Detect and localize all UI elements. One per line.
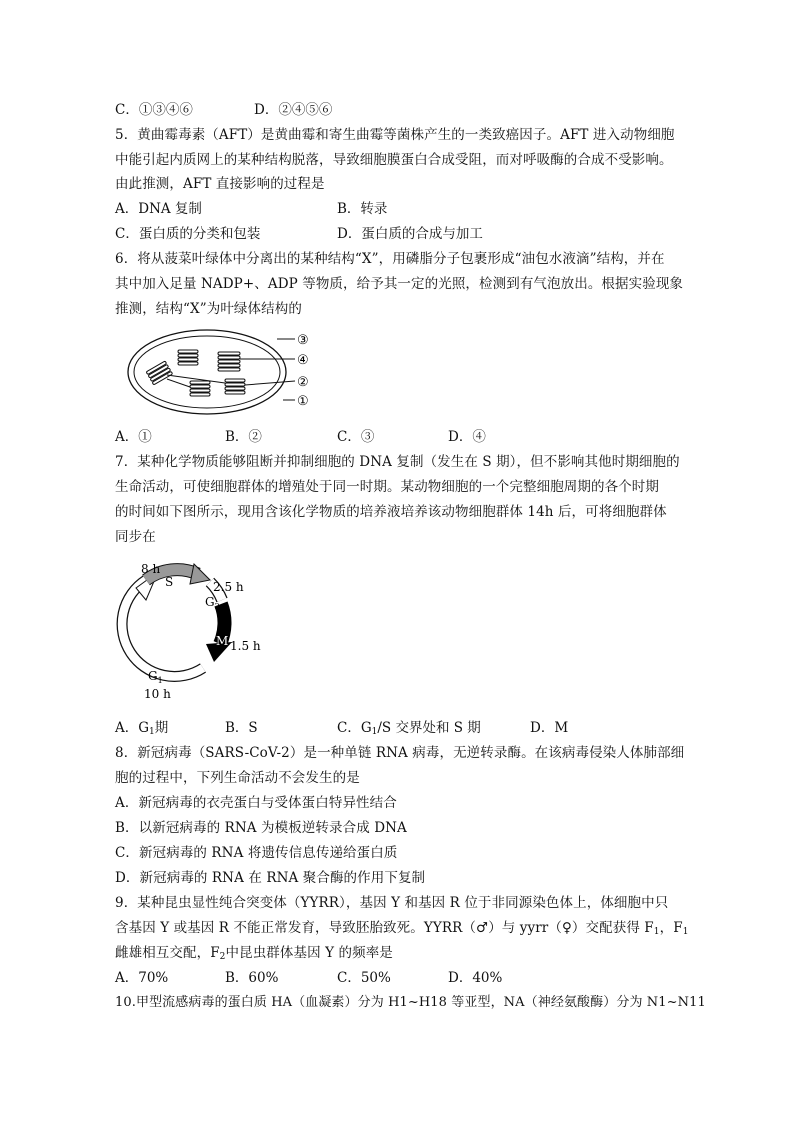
- label-3: ③: [297, 333, 309, 348]
- chloroplast-diagram: [125, 325, 330, 425]
- q5-stem-line-2: 中能引起内质网上的某种结构脱落，导致细胞膜蛋白合成受阻，而对呼吸酶的合成不受影响。: [115, 152, 673, 168]
- g1-time-label: 10 h: [144, 687, 171, 701]
- q9-option-d: D．40%: [448, 970, 503, 986]
- q8-option-b: B．以新冠病毒的 RNA 为模板逆转录合成 DNA: [115, 820, 407, 836]
- m-phase-label: M: [216, 634, 229, 648]
- q9-option-a: A．70%: [115, 970, 169, 986]
- q6-option-d: D．④: [448, 429, 486, 445]
- q5-stem-line-1: 5．黄曲霉毒素（AFT）是黄曲霉和寄生曲霉等菌株产生的一类致癌因子。AFT 进入动物细胞: [115, 127, 675, 143]
- s-phase-label: S: [165, 575, 174, 589]
- q9-stem-line-2: 含基因 Y 或基因 R 不能正常发育，导致胚胎致死。YYRR（♂）与 yyrr（♀）交配获得 $F_1$，$F_1$: [115, 920, 689, 937]
- q10-stem-line-1: 10.甲型流感病毒的蛋白质 HA（血凝素）分为 H1~H18 等亚型，NA（神经氨酸酶）分为 N1~N11: [115, 995, 706, 1010]
- m-time-label: 1.5 h: [230, 639, 261, 653]
- q6-option-b: B．②: [225, 429, 262, 445]
- q4-option-c: C．①③④⑥: [115, 102, 193, 118]
- q9-option-c: C．50%: [337, 970, 391, 986]
- q8-option-c: C．新冠病毒的 RNA 将遗传信息传递给蛋白质: [115, 845, 398, 861]
- q5-option-d: D．蛋白质的合成与加工: [337, 226, 483, 242]
- q7-option-b: B．S: [225, 720, 258, 736]
- q4-option-d: D．②④⑤⑥: [254, 102, 333, 118]
- q7-stem-line-1: 7．某种化学物质能够阻断并抑制细胞的 DNA 复制（发生在 S 期），但不影响其他时期细胞的: [115, 454, 680, 470]
- label-2: ②: [297, 375, 309, 390]
- q7-option-a: A．$G_1$期: [115, 720, 169, 737]
- q8-option-d: D．新冠病毒的 RNA 在 RNA 聚合酶的作用下复制: [115, 870, 426, 886]
- q7-stem-line-2: 生命活动，可使细胞群体的增殖处于同一时期。某动物细胞的一个完整细胞周期的各个时期: [115, 479, 659, 495]
- q7-option-c: C．$G_1/S$ 交界处和 S 期: [337, 720, 481, 737]
- q8-option-a: A．新冠病毒的衣壳蛋白与受体蛋白特异性结合: [115, 795, 397, 811]
- q8-stem-line-2: 胞的过程中，下列生命活动不会发生的是: [115, 770, 360, 786]
- g2-time-label: 2.5 h: [213, 580, 244, 594]
- q6-stem-line-3: 推测，结构“X”为叶绿体结构的: [115, 301, 302, 317]
- q8-stem-line-1: 8．新冠病毒（SARS-CoV-2）是一种单链 RNA 病毒，无逆转录酶。在该病毒侵染人体肺部细: [115, 745, 685, 761]
- q9-stem-line-3: 雌雄相互交配，$F_2$中昆虫群体基因 Y 的频率是: [115, 945, 393, 962]
- q7-option-d: D．M: [530, 720, 569, 736]
- s-time-label: 8 h: [141, 562, 161, 576]
- q5-stem-line-3: 由此推测，AFT 直接影响的过程是: [115, 176, 325, 192]
- q6-stem-line-1: 6．将从菠菜叶绿体中分离出的某种结构“X”，用磷脂分子包裹形成“油包水液滴”结构，并在: [115, 251, 665, 267]
- q7-stem-line-4: 同步在: [115, 529, 156, 545]
- cell-cycle-diagram: [110, 560, 270, 702]
- q9-stem-line-1: 9．某种昆虫显性纯合突变体（YYRR），基因 Y 和基因 R 位于非同源染色体上，体细胞中只: [115, 895, 669, 911]
- label-1: ①: [297, 394, 309, 409]
- label-4: ④: [297, 353, 309, 368]
- q6-option-c: C．③: [337, 429, 375, 445]
- q5-option-c: C．蛋白质的分类和包装: [115, 226, 261, 242]
- q6-option-a: A．①: [115, 429, 152, 445]
- q5-option-a: A．DNA 复制: [115, 201, 202, 217]
- g2-phase-label: $G_2$: [205, 595, 220, 611]
- q5-option-b: B．转录: [337, 201, 388, 217]
- q9-option-b: B．60%: [225, 970, 279, 986]
- q6-stem-line-2: 其中加入足量 NADP+、ADP 等物质，给予其一定的光照，检测到有气泡放出。根据实验现象: [115, 276, 684, 292]
- g1-phase-label: $G_1$: [148, 669, 163, 685]
- q7-stem-line-3: 的时间如下图所示，现用含该化学物质的培养液培养该动物细胞群体 14h 后，可将细胞群体: [115, 504, 667, 520]
